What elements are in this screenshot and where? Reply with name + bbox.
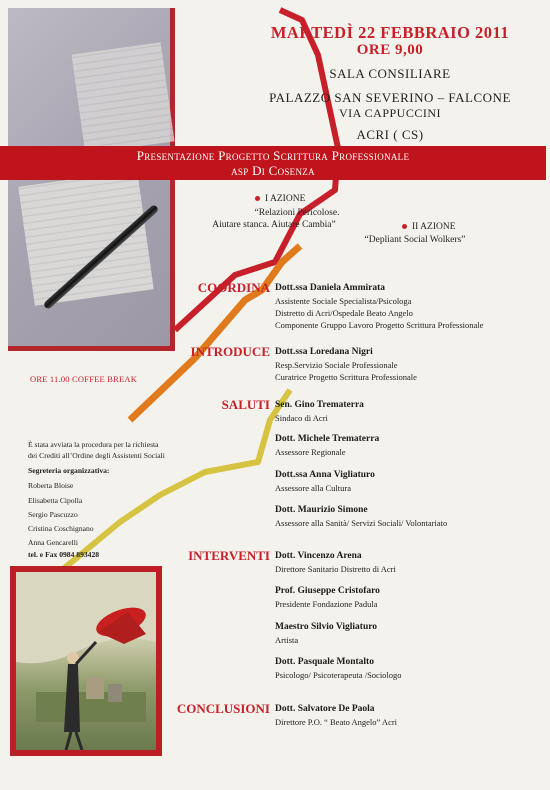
secretariat-member: Sergio Pascuzzo (28, 510, 78, 519)
credits-note-1: È stata avviata la procedura per la richiesta (28, 440, 159, 449)
action-one-line2: Aiutare stanca. Aiutare Cambia” (212, 220, 336, 230)
saluti-desc-4: Assessore alla Sanità/ Servizi Sociali/ Volontariato (275, 518, 448, 528)
role-coordina: COORDINA (197, 280, 270, 295)
painting-figures (16, 572, 156, 750)
role-saluti: SALUTI (221, 397, 270, 412)
introduce-desc-2: Curatrice Progetto Scrittura Professionale (275, 372, 417, 382)
secretariat-member: Anna Gencarelli (28, 538, 78, 547)
title-banner (0, 146, 546, 180)
secretariat-member: Elisabetta Cipolla (28, 496, 83, 505)
saluti-name-2: Dott. Michele Trematerra (275, 434, 380, 444)
coffee-break: ORE 11.00 COFFEE BREAK (30, 374, 138, 384)
painting-canvas (16, 572, 156, 750)
conclusioni-name: Dott. Salvatore De Paola (275, 704, 375, 714)
coordina-desc-1: Assistente Sociale Specialista/Psicologa (275, 296, 412, 306)
ribbon-orange (130, 246, 300, 420)
saluti-name-1: Sen. Gino Trematerra (275, 400, 364, 410)
bullet-icon (255, 196, 260, 201)
action-one-title: I AZIONE (255, 194, 305, 204)
banner-title: Presentazione Progetto Scrittura Professionale (136, 148, 410, 163)
interventi-name-1: Dott. Vincenzo Arena (275, 551, 362, 561)
event-time: ORE 9,00 (356, 42, 424, 58)
interventi-name-2: Prof. Giuseppe Cristofaro (275, 586, 380, 596)
bullet-icon (402, 224, 407, 229)
introduce-name: Dott.ssa Loredana Nigri (275, 347, 373, 357)
interventi-desc-4: Psicologo/ Psicoterapeuta /Sociologo (275, 670, 402, 680)
saluti-name-3: Dott.ssa Anna Vigliaturo (275, 470, 375, 480)
interventi-desc-3: Artista (275, 635, 299, 645)
secretariat-phone: tel. e Fax 0984 893428 (28, 550, 100, 559)
action-one-line1: “Relazioni Pericolose. (254, 208, 340, 218)
banner-subtitle: asp Di Cosenza (231, 163, 315, 178)
event-date: MARTEDÌ 22 FEBBRAIO 2011 (270, 23, 510, 42)
coordina-name: Dott.ssa Daniela Ammirata (275, 283, 386, 293)
interventi-desc-2: Presidente Fondazione Padula (275, 599, 378, 609)
coordina-desc-3: Componente Gruppo Lavoro Progetto Scrittura Professionale (275, 320, 484, 330)
conclusioni-desc: Direttore P.O. “ Beato Angelo” Acri (275, 717, 398, 727)
event-building: PALAZZO SAN SEVERINO – FALCONE (269, 90, 511, 105)
introduce-desc-1: Resp.Servizio Sociale Professionale (275, 360, 398, 370)
secretariat-member: Cristina Coschignano (28, 524, 94, 533)
saluti-desc-3: Assessore alla Cultura (275, 483, 352, 493)
interventi-name-4: Dott. Pasquale Montalto (275, 657, 374, 667)
secretariat-member: Roberta Bloise (28, 481, 74, 490)
chagall-painting-image (10, 566, 162, 756)
saluti-desc-1: Sindaco di Acri (275, 413, 328, 423)
role-interventi: INTERVENTI (188, 548, 270, 563)
event-venue: SALA CONSILIARE (329, 66, 451, 81)
interventi-desc-1: Direttore Sanitario Distretto di Acri (275, 564, 396, 574)
action-two-line1: “Depliant Social Wolkers” (364, 235, 466, 245)
event-street: VIA CAPPUCCINI (338, 106, 441, 120)
interventi-name-3: Maestro Silvio Vigliaturo (275, 622, 378, 632)
saluti-desc-2: Assessore Regionale (275, 447, 346, 457)
action-two-title: II AZIONE (402, 222, 456, 232)
credits-note-2: dei Crediti all’Ordine degli Assistenti Sociali (28, 451, 165, 460)
event-town: ACRI ( CS) (356, 127, 424, 142)
ribbon-yellow (62, 390, 290, 570)
role-conclusioni: CONCLUSIONI (176, 701, 270, 716)
saluti-name-4: Dott. Maurizio Simone (275, 505, 368, 515)
coordina-desc-2: Distretto di Acri/Ospedale Beato Angelo (275, 308, 413, 318)
role-introduce: INTRODUCE (190, 344, 270, 359)
secretariat-title: Segreteria organizzativa: (28, 466, 110, 475)
